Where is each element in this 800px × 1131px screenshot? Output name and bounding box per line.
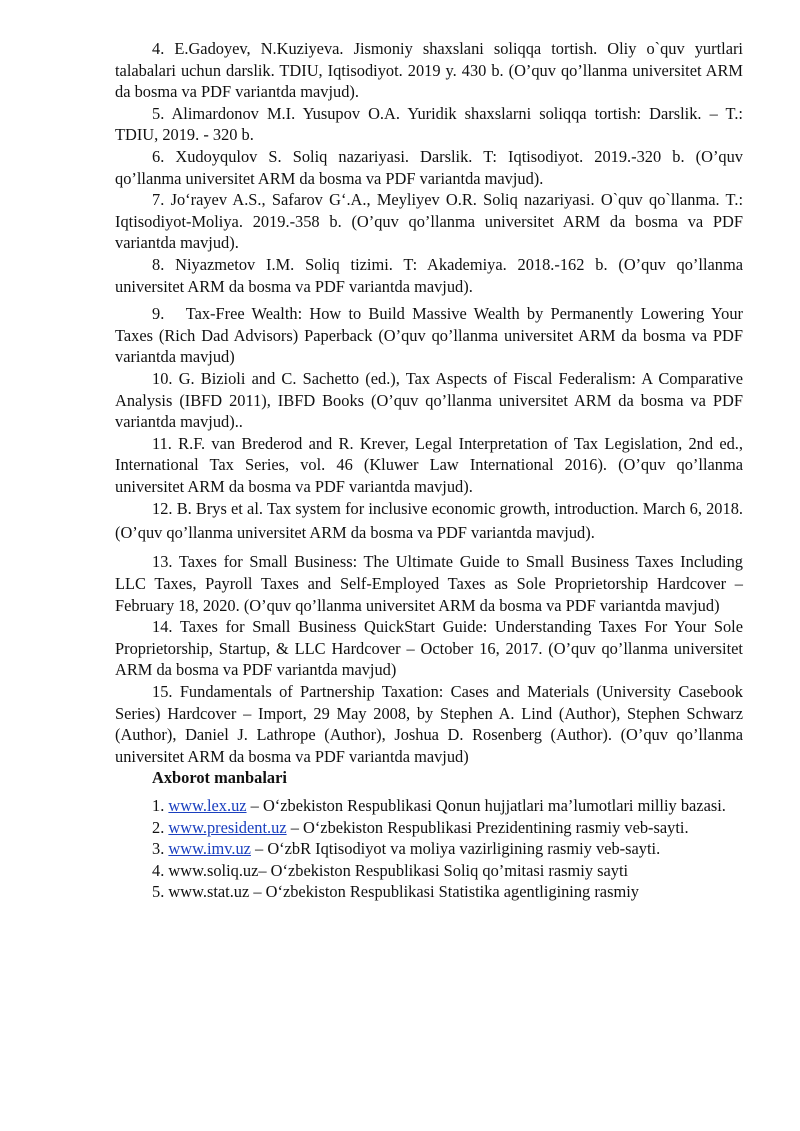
reference-item-6: 6. Xudoyqulov S. Soliq nazariyasi. Darslik. T: Iqtisodiyot. 2019.-320 b. (O’quv qo’llanma universitet ARM da bosma va PDF variantda mavjud).: [115, 146, 743, 188]
source-link-lex[interactable]: www.lex.uz: [168, 796, 247, 815]
source-item-3: 3. www.imv.uz – O‘zbR Iqtisodiyot va moliya vazirligining rasmiy veb-sayti.: [152, 839, 661, 859]
reference-item-5: 5. Alimardonov M.I. Yusupov O.A. Yuridik shaxslarni soliqqa tortish: Darslik. – T.: TDIU, 2019. - 320 b.: [115, 103, 743, 145]
source-link-imv[interactable]: www.imv.uz: [168, 839, 251, 859]
reference-item-10: 10. G. Bizioli and C. Sachetto (ed.), Tax Aspects of Fiscal Federalism: A Comparative Analysis (IBFD 2011), IBFD Books (O’quv qo’llanma universitet ARM da bosma va PDF variantda mavjud)..: [115, 368, 743, 432]
reference-item-9: 9. Tax-Free Wealth: How to Build Massive Wealth by Permanently Lowering Your Taxes (Rich Dad Advisors) Paperback (O’quv qo’llanma universitet ARM da bosma va PDF variantda mavjud): [115, 304, 743, 367]
reference-item-4: 4. E.Gadoyev, N.Kuziyeva. Jismoniy shaxslani soliqqa tortish. Oliy o`quv yurtlari talabalari uchun darslik. TDIU, Iqtisodiyot. 2019 y. 430 b. (O’quv qo’llanma universitet ARM da bosma va PDF variantda mavjud).: [115, 39, 743, 102]
source-link-president[interactable]: www.president.uz: [168, 817, 287, 837]
source-item-1: 1. www.lex.uz – O‘zbekiston Respublikasi Qonun hujjatlari ma’lumotlari milliy bazasi.: [152, 796, 726, 815]
reference-item-15: 15. Fundamentals of Partnership Taxation: Cases and Materials (University Casebook Series) Hardcover – Import, 29 May 2008, by Stephen A. Lind (Author), Stephen Schwarz (Author), Daniel J. Lathrope (Author), Joshua D. Rosenberg (Author). (O’quv qo’llanma universitet ARM da bosma va PDF variantda mavjud): [115, 682, 743, 766]
reference-item-8: 8. Niyazmetov I.M. Soliq tizimi. T: Akademiya. 2018.-162 b. (O’quv qo’llanma universitet ARM da bosma va PDF variantda mavjud).: [115, 254, 743, 296]
reference-item-11: 11. R.F. van Brederod and R. Krever, Legal Interpretation of Tax Legislation, 2nd ed., International Tax Series, vol. 46 (Kluwer Law International 2016). (O’quv qo’llanma universitet ARM da bosma va PDF variantda mavjud).: [115, 433, 743, 496]
section-title: Axborot manbalari: [152, 768, 287, 788]
source-item-2: 2. www.president.uz – O‘zbekiston Respublikasi Prezidentining rasmiy veb-sayti.: [152, 817, 689, 837]
source-item-4: 4. www.soliq.uz– O‘zbekiston Respublikasi Soliq qo’mitasi rasmiy sayti: [152, 860, 629, 880]
reference-item-12: 12. B. Brys et al. Tax system for inclusive economic growth, introduction. March 6, 2018. (O’quv qo’llanma universitet ARM da bosma va PDF variantda mavjud).: [115, 499, 743, 543]
reference-item-13: 13. Taxes for Small Business: The Ultimate Guide to Small Business Taxes Including LLC Taxes, Payroll Taxes and Self-Employed Taxes as Sole Proprietorship Hardcover – February 18, 2020. (O’quv qo’llanma universitet ARM da bosma va PDF variantda mavjud): [115, 552, 743, 615]
reference-item-14: 14. Taxes for Small Business QuickStart Guide: Understanding Taxes For Your Sole Proprietorship, Startup, & LLC Hardcover – October 16, 2017. (O’quv qo’llanma universitet ARM da bosma va PDF variantda mavjud): [115, 617, 743, 680]
reference-item-7: 7. Jo‘rayev A.S., Safarov G‘.A., Meyliyev O.R. Soliq nazariyasi. O`quv qo`llanma. T.: Iqtisodiyot-Moliya. 2019.-358 b. (O’quv qo’llanma universitet ARM da bosma va PDF variantda mavjud).: [115, 190, 743, 253]
source-item-5: 5. www.stat.uz – O‘zbekiston Respublikasi Statistika agentligining rasmiy: [152, 882, 639, 902]
